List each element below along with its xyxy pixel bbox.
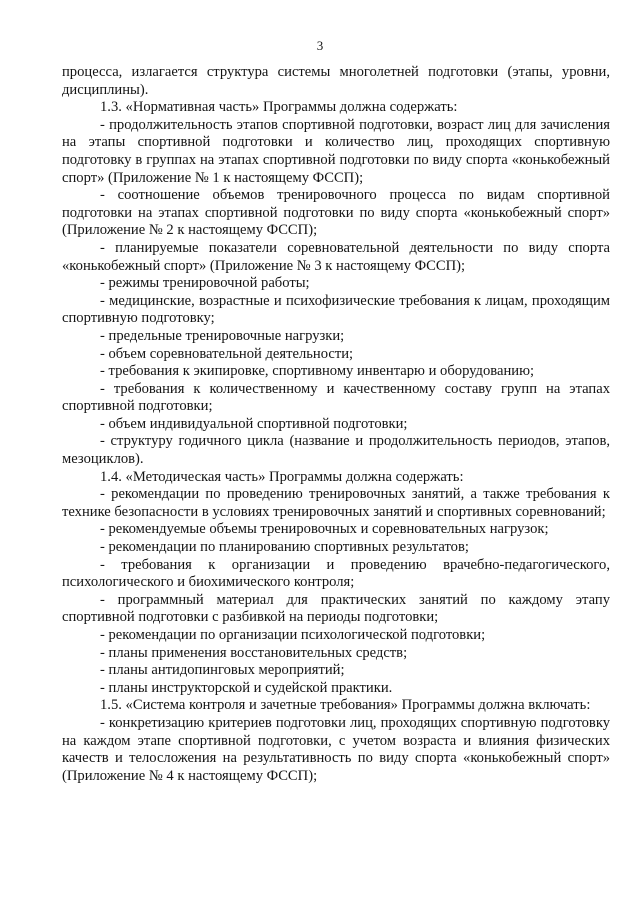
list-item: - требования к экипировке, спортивному инвентарю и оборудованию; [100, 363, 535, 380]
section-heading: 1.3. «Нормативная часть» Программы должна содержать: [100, 99, 458, 116]
document-body [62, 64, 610, 785]
list-item: - планы инструкторской и судейской практики. [100, 679, 393, 696]
list-item: - конкретизацию критериев подготовки лиц, проходящих спортивную подготовку на каждом этапе спортивной подготовки, с учетом возраста и влияния физических качеств и телосложения на результативность по виду спорта «конькобежный спорт» (Приложение № 4 к настоящему ФССП); [62, 714, 610, 784]
page-number: 3 [316, 38, 324, 53]
list-item: - медицинские, возрастные и психофизические требования к лицам, проходящим спортивную подготовку; [62, 292, 610, 327]
list-item: - планы антидопинговых мероприятий; [100, 662, 345, 679]
list-item: - планы применения восстановительных средств; [100, 644, 408, 661]
list-item: - рекомендации по организации психологической подготовки; [100, 627, 486, 643]
list-item: - рекомендации по планированию спортивных результатов; [100, 539, 469, 556]
list-item: - рекомендации по проведению тренировочных занятий, а также требования к технике безопасности в условиях тренировочных занятий и спортивных соревнований; [62, 486, 610, 520]
list-item: - режимы тренировочной работы; [100, 275, 310, 292]
list-item: - соотношение объемов тренировочного процесса по видам спортивной подготовки на этапах спортивной подготовки по виду спорта «конькобежный спорт» (Приложение № 2 к настоящему ФССП); [62, 187, 610, 239]
section-heading: 1.5. «Система контроля и зачетные требования» Программы должна включать: [100, 697, 591, 714]
list-item: - объем индивидуальной спортивной подготовки; [100, 415, 408, 432]
list-item: - продолжительность этапов спортивной подготовки, возраст лиц для зачисления на этапы спортивной подготовки и количество лиц, проходящих спортивную подготовку в группах на этапах спортивной подготовки по виду спорта «конькобежный спорт» (Приложение № 1 к настоящему ФССП); [62, 116, 610, 186]
list-item: - предельные тренировочные нагрузки; [100, 327, 345, 344]
list-item: - объем соревновательной деятельности; [100, 345, 354, 362]
list-item: - планируемые показатели соревновательной деятельности по виду спорта «конькобежный спорт» (Приложение № 3 к настоящему ФССП); [62, 239, 610, 274]
list-item: - требования к количественному и качественному составу групп на этапах спортивной подготовки; [62, 380, 610, 415]
list-item: - структуру годичного цикла (название и продолжительность периодов, этапов, мезоциклов). [62, 433, 610, 468]
list-item: - рекомендуемые объемы тренировочных и соревновательных нагрузок; [100, 521, 549, 538]
list-item: - требования к организации и проведению врачебно-педагогического, психологического и биохимического контроля; [62, 556, 610, 591]
section-heading: 1.4. «Методическая часть» Программы должна содержать: [100, 468, 464, 485]
list-item: - программный материал для практических занятий по каждому этапу спортивной подготовки с разбивкой на периоды подготовки; [62, 591, 610, 626]
paragraph: процесса, излагается структура системы многолетней подготовки (этапы, уровни, дисциплины). [62, 64, 610, 98]
